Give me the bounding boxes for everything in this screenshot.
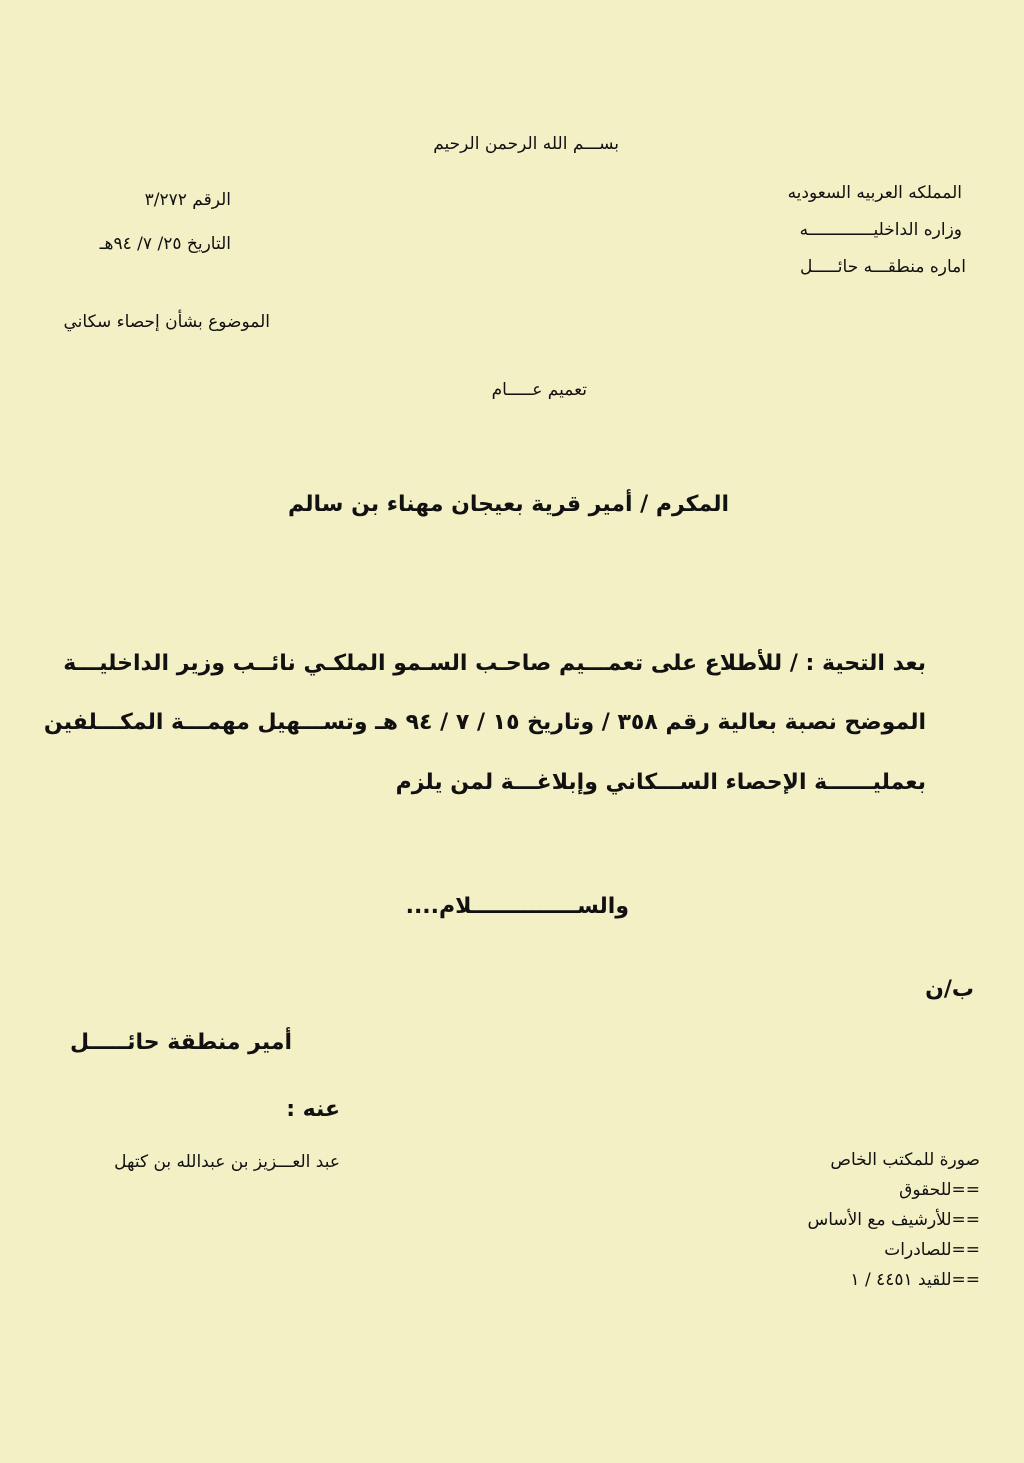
b-n-mark: ب/ن <box>925 977 974 1002</box>
body-line: بعمليــــــة الإحصاء الســـكاني وإبلاغـــة لمن يلزم <box>395 770 926 795</box>
document-date: التاريخ ٢٥/ ٧/ ٩٤هـ <box>99 234 231 254</box>
copy-line: ==للأرشيف مع الأساس <box>807 1210 980 1230</box>
signatory-name: عبد العـــزيز بن عبدالله بن كتهل <box>114 1152 340 1172</box>
body-line: بعد التحية : / للأطلاع على تعمـــيم صاحـب السـمو الملكـي نائــب وزير الداخليـــة <box>63 651 926 676</box>
kingdom-label: المملكه العربيه السعوديه <box>787 183 962 203</box>
reference-number: الرقم ٣/٢٧٢ <box>144 190 231 210</box>
basmala: بســـم الله الرحمن الرحيم <box>433 134 619 154</box>
closing-greeting: والســــــــــــــلام.... <box>405 894 629 919</box>
on-behalf-label: عنه : <box>286 1097 340 1122</box>
subject-line: الموضوع بشأن إحصاء سكاني <box>63 312 270 332</box>
body-line: الموضح نصبة بعالية رقم ٣٥٨ / وتاريخ ١٥ / ٧ / ٩٤ هـ وتســـهيل مهمـــة المكـــلفين <box>43 710 926 735</box>
copy-line: ==للصادرات <box>884 1240 980 1260</box>
signature-title: أمير منطقة حائـــــل <box>70 1030 292 1055</box>
ministry-label: وزاره الداخليـــــــــــــه <box>799 220 962 240</box>
copy-line: ==للحقوق <box>899 1180 980 1200</box>
emirate-label: اماره منطقـــه حائـــــل <box>800 257 966 277</box>
copy-line: ==للقيد ٤٤٥١ / ١ <box>850 1270 980 1290</box>
circular-title: تعميم عـــــام <box>491 380 587 400</box>
copy-line: صورة للمكتب الخاص <box>830 1150 980 1170</box>
addressee: المكرم / أمير قرية بعيجان مهناء بن سالم <box>288 492 729 517</box>
